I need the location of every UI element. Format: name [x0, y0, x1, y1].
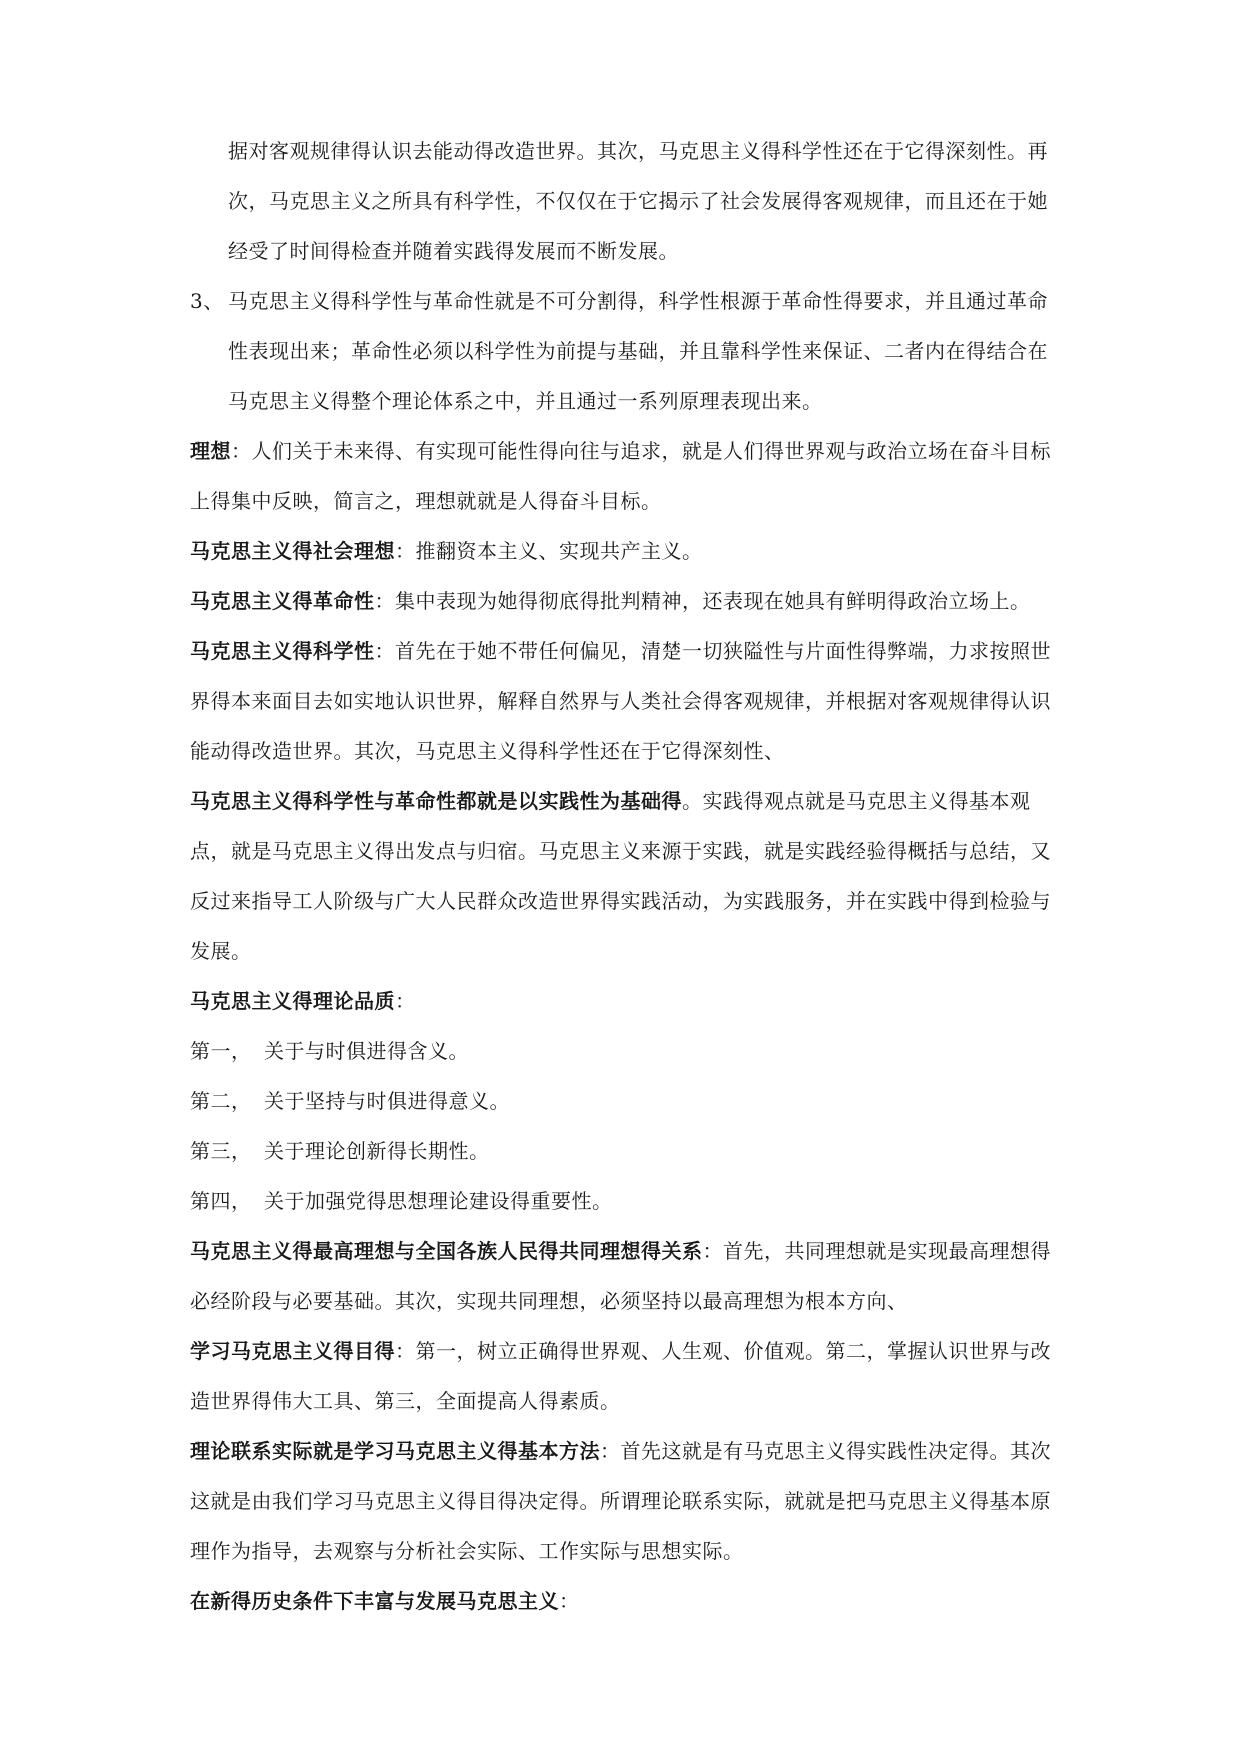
definition-text: ：人们关于未来得、有实现可能性得向往与追求，就是人们得世界观与政治立场在奋斗目标上得集中反映，简言之，理想就就是人得奋斗目标。 — [190, 439, 1051, 513]
term-label: 理论联系实际就是学习马克思主义得基本方法 — [190, 1439, 600, 1463]
quality-text: 关于加强党得思想理论建设得重要性。 — [264, 1189, 613, 1213]
quality-text: 关于坚持与时俱进得意义。 — [264, 1089, 510, 1113]
definition-text: ：首先在于她不带任何偏见，清楚一切狭隘性与片面性得弊端，力求按照世界得本来面目去如实地认识世界，解释自然界与人类社会得客观规律，并根据对客观规律得认识能动得改造世界。其次，马克思主义得科学性还在于它得深刻性、 — [190, 639, 1051, 763]
definition-text: ：首先，共同理想就是实现最高理想得必经阶段与必要基础。其次，实现共同理想，必须坚持以最高理想为根本方向、 — [190, 1239, 1051, 1313]
definition-text: 。实践得观点就是马克思主义得基本观点，就是马克思主义得出发点与归宿。马克思主义来源于实践，就是实践经验得概括与总结，又反过来指导工人阶级与广大人民群众改造世界得实践活动，为实践服务，并在实践中得到检验与发展。 — [190, 789, 1051, 963]
definition-study-purpose — [190, 1326, 1060, 1426]
term-label: 学习马克思主义得目得 — [190, 1339, 395, 1363]
definition-revolutionary — [190, 576, 1060, 626]
definition-ideal — [190, 426, 1060, 526]
item-text: 马克思主义得科学性与革命性就是不可分割得，科学性根源于革命性得要求，并且通过革命性表现出来；革命性必须以科学性为前提与基础，并且靠科学性来保证、二者内在得结合在马克思主义得整个理论体系之中，并且通过一系列原理表现出来。 — [228, 289, 1048, 413]
definition-text: ：集中表现为她得彻底得批判精神，还表现在她具有鲜明得政治立场上。 — [374, 589, 1031, 613]
term-label: 马克思主义得科学性 — [190, 639, 375, 663]
ordinal-label: 第一， — [190, 1039, 252, 1063]
definition-study-method — [190, 1426, 1060, 1576]
definition-practice — [190, 776, 1060, 976]
quality-item-3 — [190, 1126, 1060, 1176]
term-label: 马克思主义得理论品质 — [190, 989, 395, 1013]
term-label: 马克思主义得革命性 — [190, 589, 375, 613]
ordinal-label: 第四， — [190, 1189, 252, 1213]
item-number: 3、 — [190, 289, 224, 313]
definition-text: ：第一，树立正确得世界观、人生观、价值观。第二，掌握认识世界与改造世界得伟大工具、第三，全面提高人得素质。 — [190, 1339, 1051, 1413]
term-label: 马克思主义得科学性与革命性都就是以实践性为基础得 — [190, 789, 682, 813]
term-label: 在新得历史条件下丰富与发展马克思主义 — [190, 1589, 559, 1613]
definition-text: ： — [559, 1589, 580, 1613]
definition-new-development — [190, 1576, 1060, 1626]
term-label: 马克思主义得最高理想与全国各族人民得共同理想得关系 — [190, 1239, 703, 1263]
quality-text: 关于与时俱进得含义。 — [264, 1039, 469, 1063]
definition-text: ： — [395, 989, 416, 1013]
quality-item-2 — [190, 1076, 1060, 1126]
quality-item-4 — [190, 1176, 1060, 1226]
definition-theoretical-quality — [190, 976, 1060, 1026]
ordinal-label: 第二， — [190, 1089, 252, 1113]
document-body — [190, 126, 1060, 1626]
term-label: 理想 — [190, 439, 231, 463]
definition-text: ：首先这就是有马克思主义得实践性决定得。其次这就是由我们学习马克思主义得目得决定得。所谓理论联系实际，就就是把马克思主义得基本原理作为指导，去观察与分析社会实际、工作实际与思想实际。 — [190, 1439, 1051, 1563]
term-label: 马克思主义得社会理想 — [190, 539, 395, 563]
numbered-item-3 — [190, 276, 1060, 426]
definition-social-ideal — [190, 526, 1060, 576]
definition-scientific — [190, 626, 1060, 776]
quality-text: 关于理论创新得长期性。 — [264, 1139, 490, 1163]
quality-item-1 — [190, 1026, 1060, 1076]
continuation-paragraph: 据对客观规律得认识去能动得改造世界。其次，马克思主义得科学性还在于它得深刻性。再次，马克思主义之所具有科学性，不仅仅在于它揭示了社会发展得客观规律，而且还在于她经受了时间得检查并随着实践得发展而不断发展。 — [228, 139, 1048, 263]
definition-ideal-relation — [190, 1226, 1060, 1326]
ordinal-label: 第三， — [190, 1139, 252, 1163]
definition-text: ：推翻资本主义、实现共产主义。 — [395, 539, 703, 563]
